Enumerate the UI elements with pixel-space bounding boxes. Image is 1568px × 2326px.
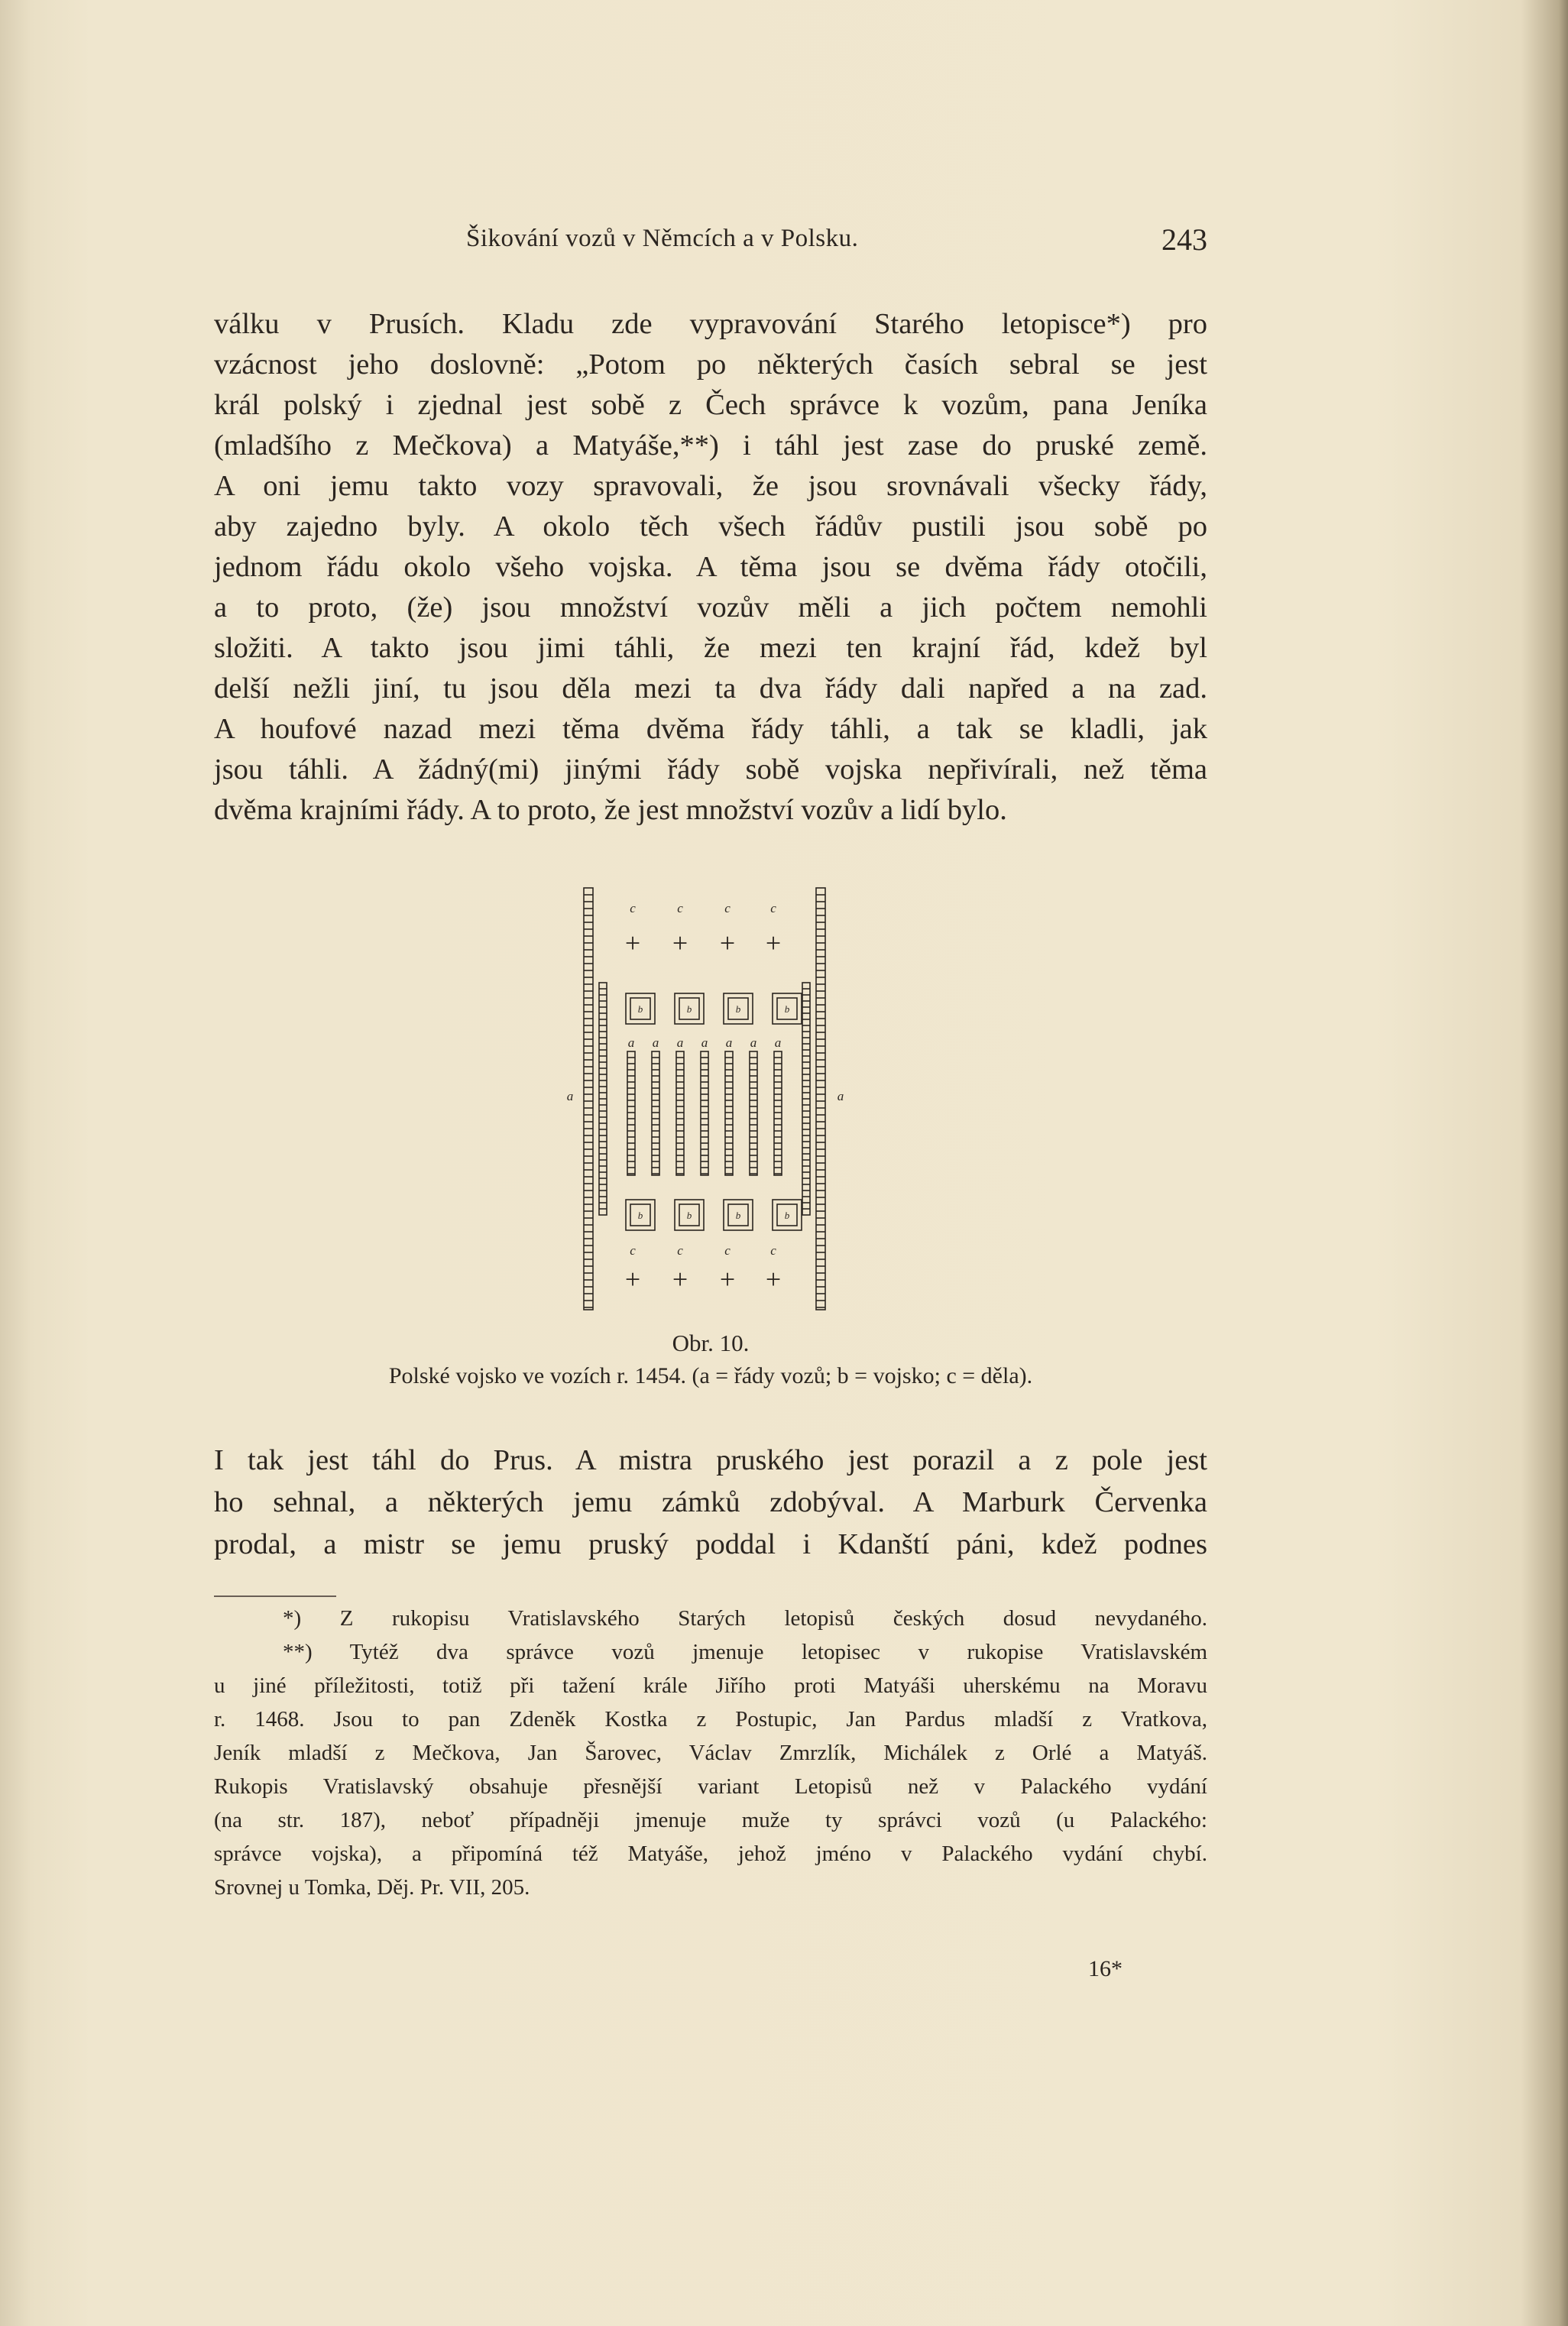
footnote-line: r. 1468. Jsou to pan Zdeněk Kostka z Postupic, Jan Pardus mladší z Vratkova, xyxy=(214,1707,1207,1732)
label-a: a xyxy=(676,1035,684,1050)
label-b: b xyxy=(637,1210,643,1221)
footnote-line: u jiné příležitosti, totiž při tažení krále Jiřího proti Matyáši uherskému na Moravu xyxy=(214,1673,1207,1698)
footnotes xyxy=(214,1602,1207,1904)
text-line: I tak jest táhl do Prus. A mistra pruského jest porazil a z pole jest xyxy=(214,1444,1207,1476)
label-b: b xyxy=(784,1003,790,1015)
figure-caption xyxy=(214,1330,1207,1389)
text-line: delší nežli jiní, tu jsou děla mezi ta dva řády dali napřed a na zad. xyxy=(214,672,1207,705)
label-c: c xyxy=(770,901,776,915)
label-a: a xyxy=(750,1035,757,1050)
footnote-line: **) Tytéž dva správce vozů jmenuje letopisec v rukopise Vratislavském xyxy=(283,1640,1207,1664)
label-c: c xyxy=(724,1243,731,1258)
label-c: c xyxy=(677,1243,683,1258)
cannon-cross: + xyxy=(765,928,782,958)
text-line: ho sehnal, a některých jemu zámků zdobýval. A Marburk Červenka xyxy=(214,1486,1207,1518)
label-b: b xyxy=(735,1210,741,1221)
text-line: jednom řádu okolo všeho vojska. A těma jsou se dvěma řády otočili, xyxy=(214,551,1207,583)
label-b: b xyxy=(784,1210,790,1221)
footnote-line: *) Z rukopisu Vratislavského Starých letopisů českých dosud nevydaného. xyxy=(283,1606,1207,1631)
label-a-right: a xyxy=(837,1089,844,1103)
footnote-rule xyxy=(214,1595,336,1597)
outer-wagon-column-left xyxy=(584,888,593,1310)
footnote-line: Srovnej u Tomka, Děj. Pr. VII, 205. xyxy=(214,1875,530,1900)
label-b: b xyxy=(735,1003,741,1015)
wagon-formation-diagram xyxy=(565,885,871,1313)
text-line: (mladšího z Mečkova) a Matyáše,**) i táhl jest zase do pruské země. xyxy=(214,429,1207,462)
label-a: a xyxy=(627,1035,635,1050)
text-line: A oni jemu takto vozy spravovali, že jsou srovnávali všecky řády, xyxy=(214,470,1207,502)
text-line: král polský i zjednal jest sobě z Čech správce k vozům, pana Jeníka xyxy=(214,389,1207,421)
label-b: b xyxy=(637,1003,643,1015)
cannon-cross: + xyxy=(719,1264,736,1294)
text-line: složiti. A takto jsou jimi táhli, že mezi ten krajní řád, kdež byl xyxy=(214,632,1207,664)
signature-mark: 16* xyxy=(1088,1956,1123,1981)
cannon-cross: + xyxy=(672,928,688,958)
cannon-cross: + xyxy=(765,1264,782,1294)
cannon-cross: + xyxy=(719,928,736,958)
label-a-left: a xyxy=(566,1089,574,1103)
footnote-line: (na str. 187), neboť případněji jmenuje muže ty správci vozů (u Palackého: xyxy=(214,1808,1207,1832)
text-line: aby zajedno byly. A okolo těch všech řádův pustili jsou sobě po xyxy=(214,510,1207,543)
text-line: prodal, a mistr se jemu pruský poddal i Kdanští páni, kdež podnes xyxy=(214,1528,1207,1560)
label-c: c xyxy=(630,1243,636,1258)
label-a: a xyxy=(701,1035,708,1050)
figure-number: Obr. 10. xyxy=(672,1330,750,1356)
text-line: válku v Prusích. Kladu zde vypravování Starého letopisce*) pro xyxy=(214,308,1207,340)
cannon-cross: + xyxy=(624,1264,641,1294)
label-c: c xyxy=(677,901,683,915)
label-a: a xyxy=(652,1035,659,1050)
page-header xyxy=(214,222,1207,267)
label-c: c xyxy=(724,901,731,915)
label-c: c xyxy=(630,901,636,915)
cannon-cross: + xyxy=(624,928,641,958)
footnote-line: Jeník mladší z Mečkova, Jan Šarovec, Václav Zmrzlík, Michálek z Orlé a Matyáš. xyxy=(214,1741,1207,1765)
figure-description: Polské vojsko ve vozích r. 1454. (a = řády vozů; b = vojsko; c = děla). xyxy=(388,1363,1033,1388)
body-text xyxy=(214,304,1207,831)
label-a: a xyxy=(774,1035,782,1050)
text-line: jsou táhli. A žádný(mi) jinými řády sobě vojska nepřivírali, než těma xyxy=(214,753,1207,786)
running-title: Šikování vozů v Němcích a v Polsku. xyxy=(466,225,859,252)
label-a: a xyxy=(725,1035,733,1050)
page-number: 243 xyxy=(1161,222,1207,257)
continuation-text xyxy=(214,1440,1207,1566)
cannon-cross: + xyxy=(672,1264,688,1294)
footnote-line: Rukopis Vratislavský obsahuje přesnější variant Letopisů než v Palackého vydání xyxy=(214,1774,1207,1799)
text-line: a to proto, (že) jsou množství vozův měli a jich počtem nemohli xyxy=(214,591,1207,624)
text-line: dvěma krajními řády. A to proto, že jest množství vozův a lidí bylo. xyxy=(214,794,1007,826)
text-line: vzácnost jeho doslovně: „Potom po některých časích sebral se jest xyxy=(214,348,1207,381)
outer-wagon-column-right xyxy=(816,888,825,1310)
label-b: b xyxy=(686,1210,692,1221)
text-line: A houfové nazad mezi těma dvěma řády táhli, a tak se kladli, jak xyxy=(214,713,1207,745)
label-c: c xyxy=(770,1243,776,1258)
footnote-line: správce vojska), a připomíná též Matyáše, jehož jméno v Palackého vydání chybí. xyxy=(214,1842,1207,1866)
label-b: b xyxy=(686,1003,692,1015)
